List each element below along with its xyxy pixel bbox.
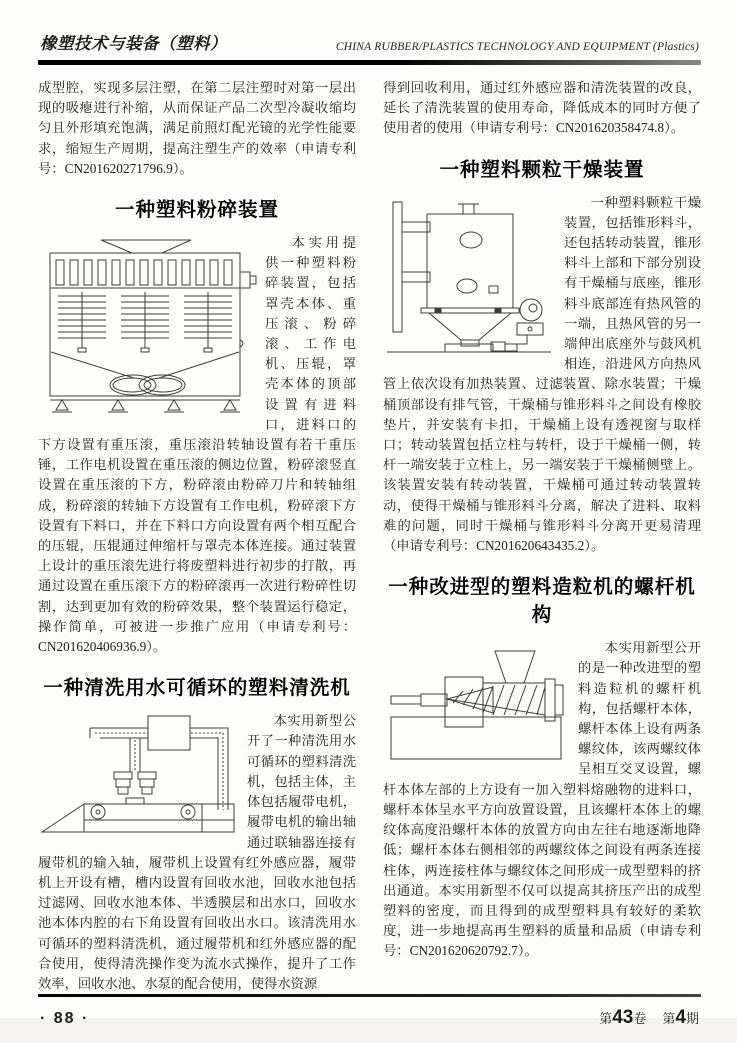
header-rule <box>38 60 701 65</box>
page-footer <box>38 994 701 1043</box>
washer-diagram-figure <box>38 714 238 836</box>
article-washer <box>38 711 356 994</box>
article-crusher <box>38 233 356 657</box>
screw-diagram-figure <box>383 641 569 769</box>
journal-title-en: CHINA RUBBER/PLASTICS TECHNOLOGY AND EQUIPMENT (Plastics) <box>335 41 699 53</box>
volume-suffix: 卷 <box>633 1011 647 1027</box>
article-dryer <box>383 193 701 557</box>
volume-issue <box>599 1007 699 1029</box>
page-header <box>38 30 701 65</box>
article-title-screw: 一种改进型的塑料造粒机的螺杆机构 <box>388 576 696 627</box>
washer-diagram-drawing <box>38 714 238 836</box>
volume-number: 43 <box>612 1007 634 1029</box>
issue-number: 4 <box>675 1007 686 1029</box>
article-title-washer: 一种清洗用水可循环的塑料清洗机 <box>43 677 351 700</box>
page-number: · 88 · <box>40 1010 90 1028</box>
article-title-crusher: 一种塑料粉碎装置 <box>114 199 279 222</box>
journal-title-cn: 橡塑技术与装备（塑料） <box>40 35 227 53</box>
crusher-body-text: 本实用提供一种塑料粉碎装置，包括罩壳本体、重压滚、粉碎滚、工作电机、压辊，罩壳本体的顶部设置有进料口，进料口的下方设置有重压滚，重压滚沿转轴设置有若干重压锤，工作电机设置在重压滚的侧边位置，粉碎滚竖直设置在重压滚的下方，粉碎滚由粉碎刀片和转轴组成，粉碎滚的转轴下方设置有工作电机，粉碎滚下方设置有下料口，并在下料口方向设置有两个相互配合的压辊，压辊通过伸缩杆与罩壳本体连接。通过装置上设计的重压滚先进行将废塑料进行初步的打散，再通过设置在重压滚下方的粉碎滚再一次进行粉碎性切割，达到更加有效的粉碎效果，整个装置运行稳定，操作简单，可被进一步推广应用（申请专利号：CN201620406936.9）。 <box>38 235 356 655</box>
left-column <box>38 78 356 994</box>
right-column <box>383 78 701 994</box>
dryer-body-text: 一种塑料颗粒干燥装置，包括锥形料斗，还包括转动装置，锥形料斗上部和下部分别设有干燥桶与底座，锥形料斗底部连有热风管的一端，且热风管的另一端伸出底座外与鼓风机相连，沿进风方向热风管上依次设有加热装置、过滤装置、除水装置；干燥桶顶部设有排气管，干燥桶与锥形料斗之间设有橡胶垫片，并安装有卡扣，干燥桶上设有透视窗与取样口；转动装置包括立柱与转杆，设于干燥桶一侧，转杆一端安装于立柱上，另一端安装于干燥桶侧壁上。该装置安装有转动装置，干燥桶可通过转动装置转动，使得干燥桶与锥形料斗分离，解决了进料、取料难的问题，同时干燥桶与锥形料斗分离开更易清理（申请专利号：CN201620643435.2）。 <box>383 194 701 554</box>
volume-prefix: 第 <box>599 1011 613 1027</box>
dryer-diagram-drawing <box>383 196 555 354</box>
dryer-diagram-figure <box>383 196 555 354</box>
screw-body-text: 本实用新型公开的是一种改进型的塑料造粒机的螺杆机构，包括螺杆本体，螺杆本体上设有两条螺纹体，该两螺纹体呈相互交叉设置，螺杆本体左部的上方设有一加入塑料熔融物的进料口，螺杆本体呈水平方向放置设置，且该螺杆本体上的螺纹体高度沿螺杆本体的放置方向由左往右地逐渐地降低；螺杆本体右侧相邻的两螺纹体之间设有两条连接柱体，两连接柱体与螺纹体之间形成一成型塑料的挤出通道。本实用新型不仅可以提高其挤压产出的成型塑料的密度，而且得到的成型塑料具有较好的柔软度，进一步地提高再生塑料的质量和品质（申请专利号：CN201620620792.7）。 <box>383 640 701 959</box>
issue-prefix: 第 <box>662 1011 676 1027</box>
content-columns <box>38 78 701 994</box>
recycle-paragraph: 得到回收利用，通过红外感应器和清洗装置的改良，延长了清洗装置的使用寿命，降低成本的同时方便了使用者的使用（申请专利号：CN201620358474.8）。 <box>383 80 701 136</box>
continuation-paragraph: 成型腔，实现多层注塑，在第二层注塑时对第一层出现的吸瘪进行补缩，从而保证产品二次型冷凝收缩均匀且外形填充饱满，满足前照灯配光镜的光学性能要求，缩短生产周期，提高注塑生产的效率（申请专利号：CN201620271796.9）。 <box>38 80 356 176</box>
issue-suffix: 期 <box>685 1011 699 1027</box>
article-title-dryer: 一种塑料颗粒干燥装置 <box>439 158 645 181</box>
screw-diagram-drawing <box>383 641 569 769</box>
crusher-diagram-figure <box>38 236 256 422</box>
article-screw <box>383 638 701 961</box>
crusher-diagram-drawing <box>38 236 256 422</box>
washer-body-text: 本实用新型公开了一种清洗用水可循环的塑料清洗机，包括主体，主体包括履带电机，履带电机的输出轴通过联轴器连接有履带机的输入轴，履带机上设置有红外感应器，履带机上开设有槽，槽内设置有回收水池，回收水池包括过滤网、回收水池本体、半透膜层和出水口，回收水池本体内腔的右下角设置有回收出水口。该清洗用水可循环的塑料清洗机，通过履带机和红外感应器的配合使用，使得清洗操作变为流水式操作，提升了工作效率，回收水池、水泵的配合使用，使得水资源 <box>38 713 356 991</box>
